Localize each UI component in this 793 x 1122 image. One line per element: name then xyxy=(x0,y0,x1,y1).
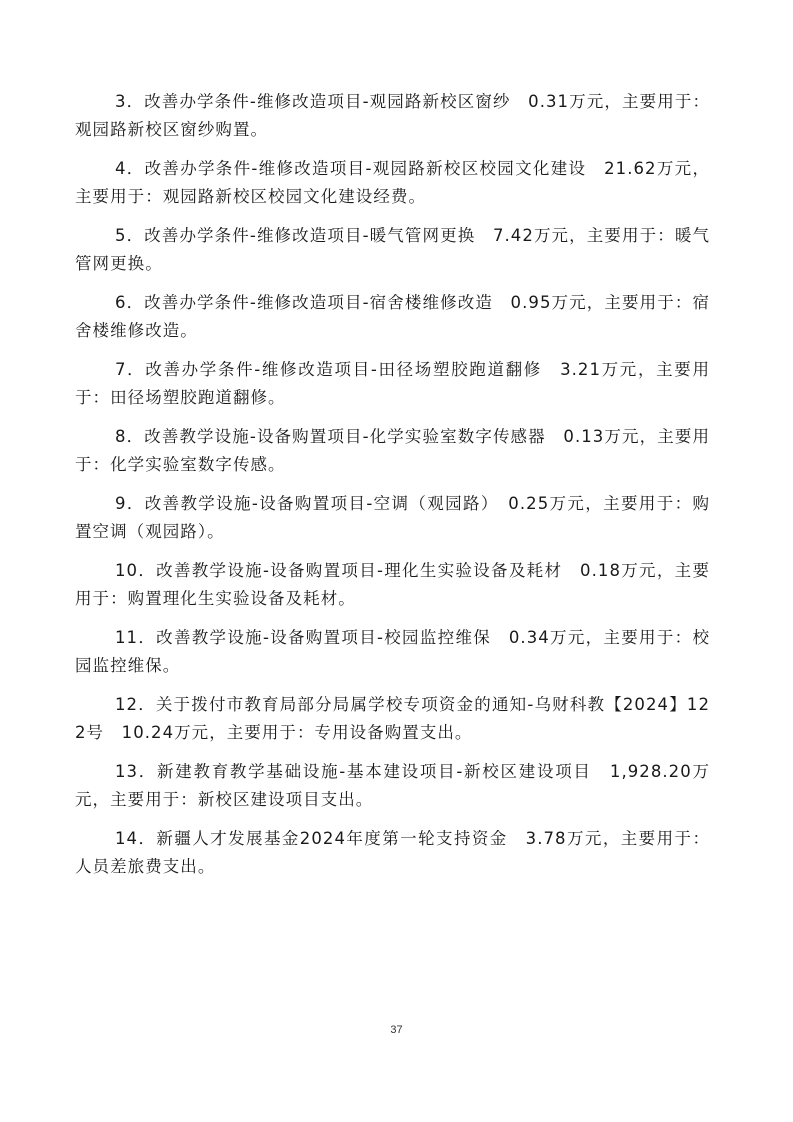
list-item: 4．改善办学条件-维修改造项目-观园路新校区校园文化建设 21.62万元，主要用于：观园路新校区校园文化建设经费。 xyxy=(75,159,710,206)
expenditure-list xyxy=(75,88,710,892)
list-item: 11．改善教学设施-设备购置项目-校园监控维保 0.34万元，主要用于：校园监控维保。 xyxy=(75,628,710,675)
list-item: 7．改善办学条件-维修改造项目-田径场塑胶跑道翻修 3.21万元，主要用于：田径场塑胶跑道翻修。 xyxy=(75,360,710,407)
list-item: 8．改善教学设施-设备购置项目-化学实验室数字传感器 0.13万元，主要用于：化学实验室数字传感。 xyxy=(75,427,710,474)
list-item: 13．新建教育教学基础设施-基本建设项目-新校区建设项目 1,928.20万元，主要用于：新校区建设项目支出。 xyxy=(75,762,710,809)
list-item: 3．改善办学条件-维修改造项目-观园路新校区窗纱 0.31万元，主要用于：观园路新校区窗纱购置。 xyxy=(75,92,710,139)
list-item: 10．改善教学设施-设备购置项目-理化生实验设备及耗材 0.18万元，主要用于：购置理化生实验设备及耗材。 xyxy=(75,561,710,608)
list-item: 6．改善办学条件-维修改造项目-宿舍楼维修改造 0.95万元，主要用于：宿舍楼维修改造。 xyxy=(75,293,710,340)
list-item: 9．改善教学设施-设备购置项目-空调（观园路） 0.25万元，主要用于：购置空调（观园路）。 xyxy=(75,494,710,541)
list-item: 12．关于拨付市教育局部分局属学校专项资金的通知-乌财科教【2024】122号 10.24万元，主要用于：专用设备购置支出。 xyxy=(75,695,710,742)
list-item: 5．改善办学条件-维修改造项目-暖气管网更换 7.42万元，主要用于：暖气管网更换。 xyxy=(75,226,710,273)
list-item: 14．新疆人才发展基金2024年度第一轮支持资金 3.78万元，主要用于：人员差旅费支出。 xyxy=(75,829,710,876)
page-number: 37 xyxy=(390,1024,403,1036)
